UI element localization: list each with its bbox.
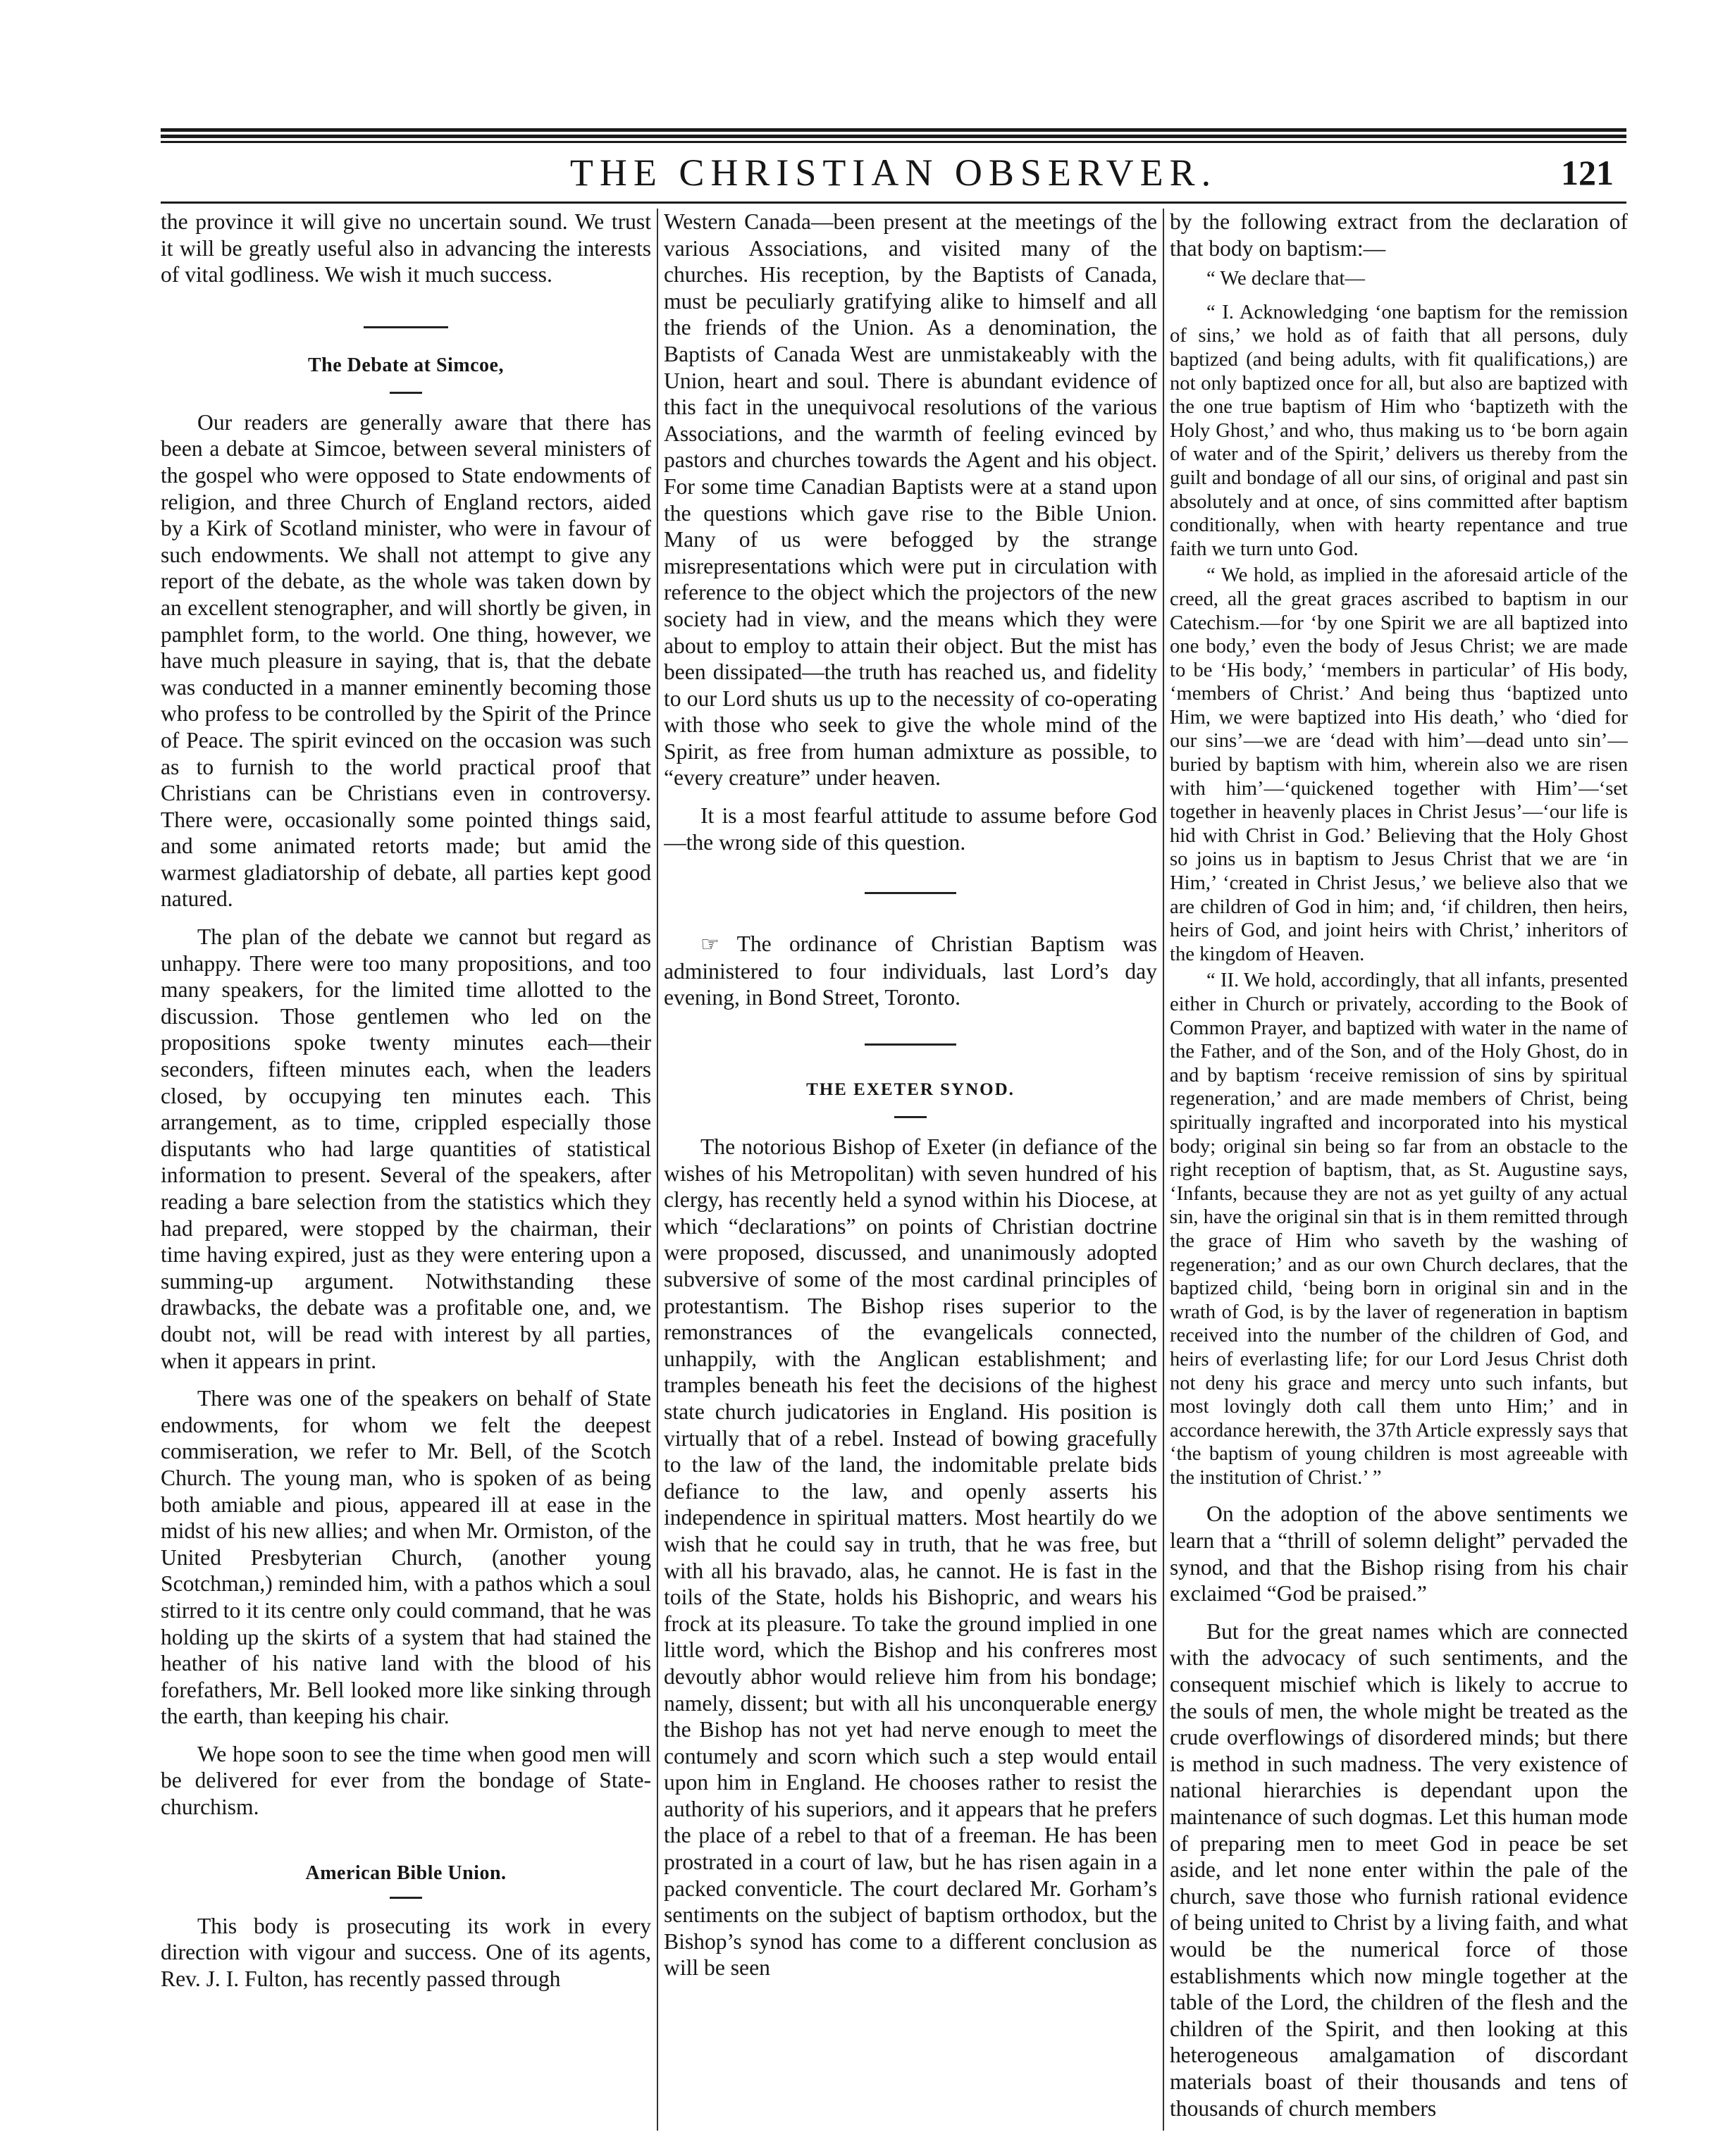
- paragraph: The notorious Bishop of Exeter (in defiance of the wishes of his Metropolitan) with seven hundred of his clergy, has recently held a synod within his Diocese, at which “declarations” on points of Christian doctrine were proposed, discussed, and unanimously adopted subversive of some of the most cardinal principles of protestantism. The Bishop rises superior to the remonstrances of the evangelicals connected, unhappily, with the Anglican establishment; and tramples beneath his feet the decisions of the highest state church judicatories in England. His position is virtually that of a rebel. Instead of bowing gracefully to the law of the land, the indomitable prelate bids defiance to the law, and openly asserts his independence in spiritual matters. Most heartily do we wish that he could say in truth, that he was free, but with all his bravado, alas, he cannot. He is fast in the toils of the State, holds his Bishopric, and wears his frock at its pleasure. To take the ground implied in one little word, which the Bishop and his confreres most devoutly abhor would relieve him from his bondage; namely, dissent; but with all his unconquerable energy the Bishop has not yet had nerve enough to meet the contumely and scorn which such a step would entail upon him in England. He chooses rather to resist the authority of his superiors, and it appears that he prefers the place of a rebel to that of a freeman. He has been prostrated in a court of law, but he has risen again in a packed conventicle. The court declared Mr. Gorham’s sentiments on the subject of baptism orthodox, but the Bishop’s synod has come to a different conclusion as will be seen: [664, 1134, 1157, 1981]
- quote-paragraph: “ II. We hold, accordingly, that all infants, presented either in Church or privately, according to the Book of Common Prayer, and baptized with water in the name of the Father, and of the Son, and of the Holy Ghost, do in and by baptism ‘receive remission of sins by spiritual regeneration,’ and are made members of Christ, being spiritually ingrafted and incorporated into his mystical body; original sin being so far from an obstacle to the right reception of baptism, that, as St. Augustine says, ‘Infants, because they are not as yet guilty of any actual sin, have the original sin that is in them remitted through the grace of Him who saveth by the washing of regeneration;’ and as our own Church declares, that the baptized child, ‘being born in original sin and in the wrath of God, is by the laver of regeneration in baptism received into the number of the children of God, and heirs of everlasting life; for our Lord Jesus Christ doth not deny his grace and mercy unto such infants, but most lovingly doth call them unto Him;’ and in accordance herewith, the 37th Article expressly says that ‘the baptism of young children is most agreeable with the institution of Christ.’ ”: [1170, 969, 1628, 1489]
- paragraph: Our readers are generally aware that there has been a debate at Simcoe, between several ministers of the gospel who were opposed to State endowments of religion, and three Church of England rectors, aided by a Kirk of Scotland minister, who were in favour of such endowments. We shall not attempt to give any report of the debate, as the whole was taken down by an excellent stenographer, and will shortly be given, in pamphlet form, to the world. One thing, however, we have much pleasure in saying, that is, that the debate was conducted in a manner eminently becoming those who profess to be controlled by the Spirit of the Prince of Peace. The spirit evinced on the occasion was such as to furnish to the world practical proof that Christians can be Christians even in controversy. There were, occasionally some pointed things said, and some animated retorts made; but amid the warmest gladiatorship of debate, all parties kept good natured.: [161, 409, 651, 912]
- short-rule: [390, 392, 422, 394]
- section-heading-exeter: THE EXETER SYNOD.: [806, 1080, 1015, 1100]
- notice-paragraph: [664, 931, 1157, 1011]
- column-divider: [1163, 209, 1164, 2131]
- column-3: [1170, 209, 1628, 2132]
- column-divider: [657, 209, 658, 2131]
- notice-text: The ordinance of Christian Baptism was administered to four individuals, last Lord’s day evening, in Bond Street, Toronto.: [664, 931, 1157, 1010]
- masthead: [161, 147, 1626, 199]
- paragraph: Western Canada—been present at the meetings of the various Associations, and visited many of the churches. His reception, by the Baptists of Canada, must be peculiarly gratifying alike to himself and all the friends of the Union. As a denomination, the Baptists of Canada West are unmistakeably with the Union, heart and soul. There is abundant evidence of this fact in the unequivocal resolutions of the various Associations, and the warmth of feeling evinced by pastors and churches towards the Agent and his object. For some time Canadian Baptists were at a stand upon the questions which gave rise to the Bible Union. Many of us were befogged by the strange misrepresentations which were put in circulation with reference to the object which the projectors of the new society had in view, and the means which they were about to employ to attain their object. But the mist has been dissipated—the truth has reached us, and fidelity to our Lord shuts us up to the necessity of co-operating with those who seek to give the whole mind of the Spirit, as free from human admixture as possible, to “every creature” under heaven.: [664, 209, 1157, 791]
- masthead-title: THE CHRISTIAN OBSERVER.: [569, 151, 1218, 194]
- top-rule: [161, 141, 1626, 143]
- quote-intro: “ We declare that—: [1206, 268, 1366, 290]
- section-heading-union: American Bible Union.: [305, 1861, 507, 1884]
- paragraph: We hope soon to see the time when good men will be delivered for ever from the bondage of State-churchism.: [161, 1741, 651, 1820]
- section-rule: [865, 892, 956, 894]
- paragraph: This body is prosecuting its work in every direction with vigour and success. One of its agents, Rev. J. I. Fulton, has recently passed through: [161, 1913, 651, 1991]
- paragraph: The plan of the debate we cannot but regard as unhappy. There were too many propositions, and too many speakers, for the limited time allotted to the discussion. Those gentlemen who led on the propositions spoke twenty minutes each—their seconders, fifteen minutes each, when the leaders closed, by occupying ten minutes each. This arrangement, as to time, crippled especially those disputants who had large quantities of statistical information to present. Several of the speakers, after reading a bare selection from the statistics which they had prepared, were stopped by the chairman, their time having expired, just as they were entering upon a summing-up argument. Notwithstanding these drawbacks, the debate was a profitable one, and, we doubt not, will be read with interest by all parties, when it appears in print.: [161, 924, 651, 1373]
- header-rule: [161, 202, 1626, 204]
- top-rule: [161, 128, 1626, 132]
- pointing-hand-icon: ☞: [700, 932, 719, 958]
- short-rule: [390, 1897, 422, 1899]
- paragraph: It is a most fearful attitude to assume before God—the wrong side of this question.: [664, 803, 1157, 855]
- paragraph: by the following extract from the declaration of that body on baptism:—: [1170, 209, 1628, 261]
- paragraph: the province it will give no uncertain sound. We trust it will be greatly useful also in advancing the interests of vital godliness. We wish it much success.: [161, 209, 651, 287]
- column-1: [161, 209, 651, 2132]
- top-rule: [161, 135, 1626, 138]
- quote-paragraph: “ We hold, as implied in the aforesaid article of the creed, all the great graces ascribed to baptism in our Catechism.—for ‘by one Spirit we are all baptized into one body,’ even the body of Jesus Christ; we are made to be ‘His body,’ ‘members in particular’ of His body, ‘members of Christ.’ And being thus ‘baptized unto Him, we were baptized into His death,’ who ‘died for our sins’—we are ‘dead with him’—dead unto sin’—buried by baptism with him, wherein also we are risen with him’—‘quickened together with Him’—‘set together in heavenly places in Christ Jesus’—‘our life is hid with Christ in God.’ Believing that the Holy Ghost so joins us in baptism to Jesus Christ that we are ‘in Him,’ ‘created in Christ Jesus,’ we believe also that we are children of God in him; and, ‘if children, then heirs, heirs of God, and joint heirs with Christ,’ inheritors of the kingdom of Heaven.: [1170, 564, 1628, 965]
- section-heading-simcoe: The Debate at Simcoe,: [307, 354, 504, 376]
- section-rule: [364, 326, 448, 328]
- paragraph: On the adoption of the above sentiments we learn that a “thrill of solemn delight” pervaded the synod, and that the Bishop rising from his chair exclaimed “God be praised.”: [1170, 1501, 1628, 1606]
- section-rule: [865, 1043, 956, 1046]
- paragraph: There was one of the speakers on behalf of State endowments, for whom we felt the deepest commiseration, we refer to Mr. Bell, of the Scotch Church. The young man, who is spoken of as being both amiable and pious, appeared ill at ease in the midst of his new allies; and when Mr. Ormiston, of the United Presbyterian Church, (another young Scotchman,) reminded him, with a pathos which a soul stirred to it its centre only could command, that he was holding up the skirts of a system that had stained the heather of his native land with the blood of his forefathers, Mr. Bell looked more like sinking through the earth, than keeping his chair.: [161, 1386, 651, 1729]
- column-2: [664, 209, 1157, 2132]
- short-rule: [894, 1116, 927, 1118]
- quote-paragraph: “ I. Acknowledging ‘one baptism for the remission of sins,’ we hold as of faith that all persons, duly baptized (and being adults, with fit qualifications,) are not only baptized once for all, but also are baptized with the one true baptism of Him who ‘baptizeth with the Holy Ghost,’ and who, thus making us to ‘be born again of water and of the Spirit,’ delivers us thereby from the guilt and bondage of all our sins, of original and past sin absolutely and at once, of sins committed after baptism conditionally, when with hearty repentance and true faith we turn unto God.: [1170, 301, 1628, 560]
- paragraph: But for the great names which are connected with the advocacy of such sentiments, and the consequent mischief which is likely to accrue to the souls of men, the whole might be treated as the crude overflowings of disordered minds; but there is method in such madness. The very existence of national hierarchies is dependant upon the maintenance of such dogmas. Let this human mode of preparing men to meet God in peace be set aside, and let none enter within the pale of the church, save those who furnish rational evidence of being united to Christ by a living faith, and what would be the numerical force of those establishments which now mingle together at the table of the Lord, the children of the flesh and the children of the Spirit, and then looking at this heterogeneous amalgamation of discordant materials boast of their thousands and tens of thousands of church members: [1170, 1618, 1628, 2121]
- page-number: 121: [1561, 153, 1614, 192]
